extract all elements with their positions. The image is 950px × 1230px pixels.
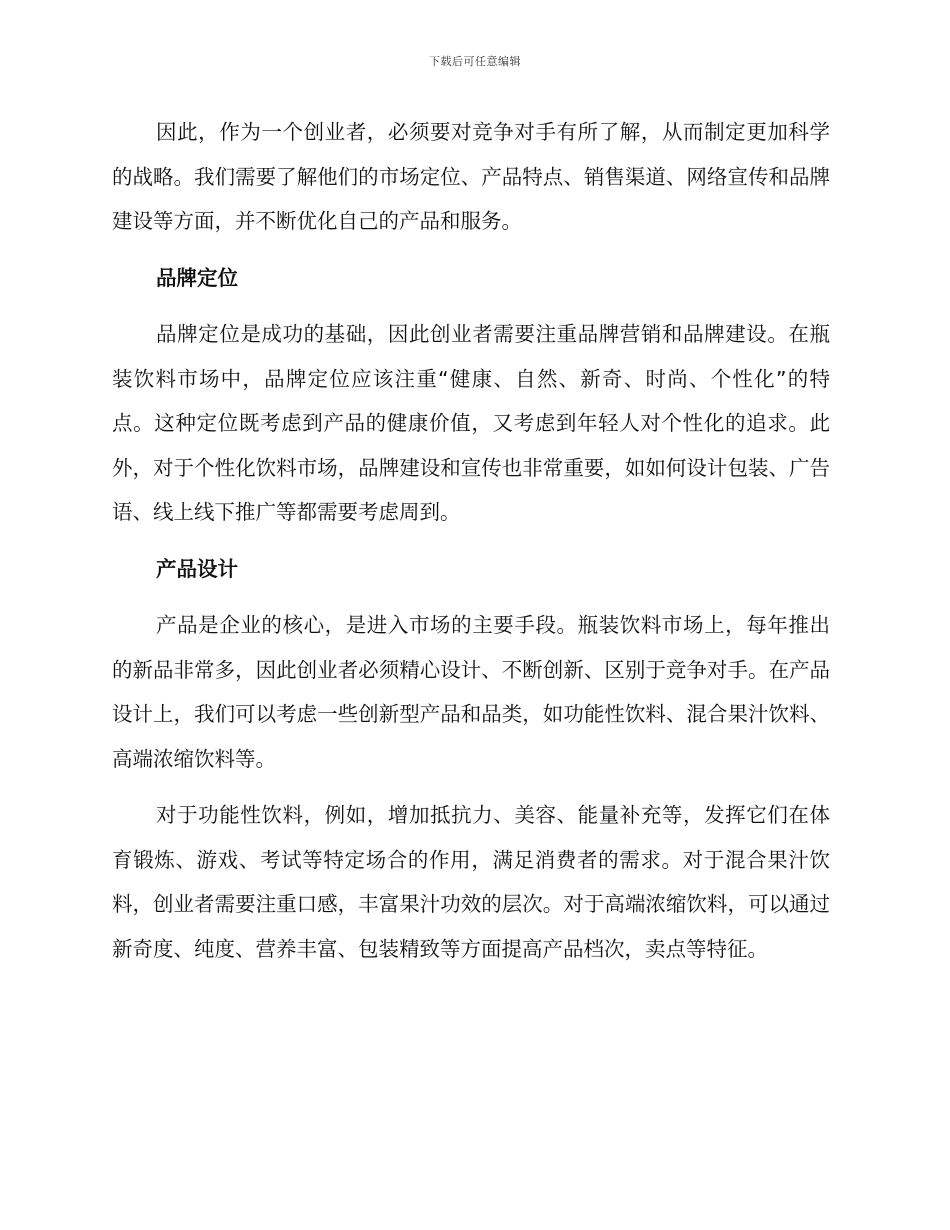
paragraph-functional-drinks: 对于功能性饮料，例如，增加抵抗力、美容、能量补充等，发挥它们在体育锻炼、游戏、考试等特定场合的作用，满足消费者的需求。对于混合果汁饮料，创业者需要注重口感，丰富果汁功效的层次。对于高端浓缩饮料，可以通过新奇度、纯度、营养丰富、包装精致等方面提高产品档次，卖点等特征。 (112, 803, 830, 961)
paragraph-spacer (112, 244, 830, 256)
section-heading-product-design: 产品设计 (156, 556, 238, 581)
paragraph-spacer (112, 300, 830, 312)
page-header: 下载后可任意编辑 (429, 55, 521, 68)
paragraph-spacer (112, 781, 830, 793)
paragraph-spacer (112, 535, 830, 547)
document-body (112, 110, 830, 971)
paragraph-competitor-analysis: 因此，作为一个创业者，必须要对竞争对手有所了解，从而制定更加科学的战略。我们需要了解他们的市场定位、产品特点、销售渠道、网络宣传和品牌建设等方面，并不断优化自己的产品和服务。 (112, 120, 830, 233)
paragraph-spacer (112, 591, 830, 603)
section-heading-brand-positioning: 品牌定位 (156, 265, 238, 290)
paragraph-brand-positioning: 品牌定位是成功的基础，因此创业者需要注重品牌营销和品牌建设。在瓶装饮料市场中，品牌定位应该注重“健康、自然、新奇、时尚、个性化”的特点。这种定位既考虑到产品的健康价值，又考虑到年轻人对个性化的追求。此外，对于个性化饮料市场，品牌建设和宣传也非常重要，如如何设计包装、广告语、线上线下推广等都需要考虑周到。 (112, 322, 830, 524)
paragraph-product-design: 产品是企业的核心，是进入市场的主要手段。瓶装饮料市场上，每年推出的新品非常多，因此创业者必须精心设计、不断创新、区别于竞争对手。在产品设计上，我们可以考虑一些创新型产品和品类，如功能性饮料、混合果汁饮料、高端浓缩饮料等。 (112, 613, 830, 771)
